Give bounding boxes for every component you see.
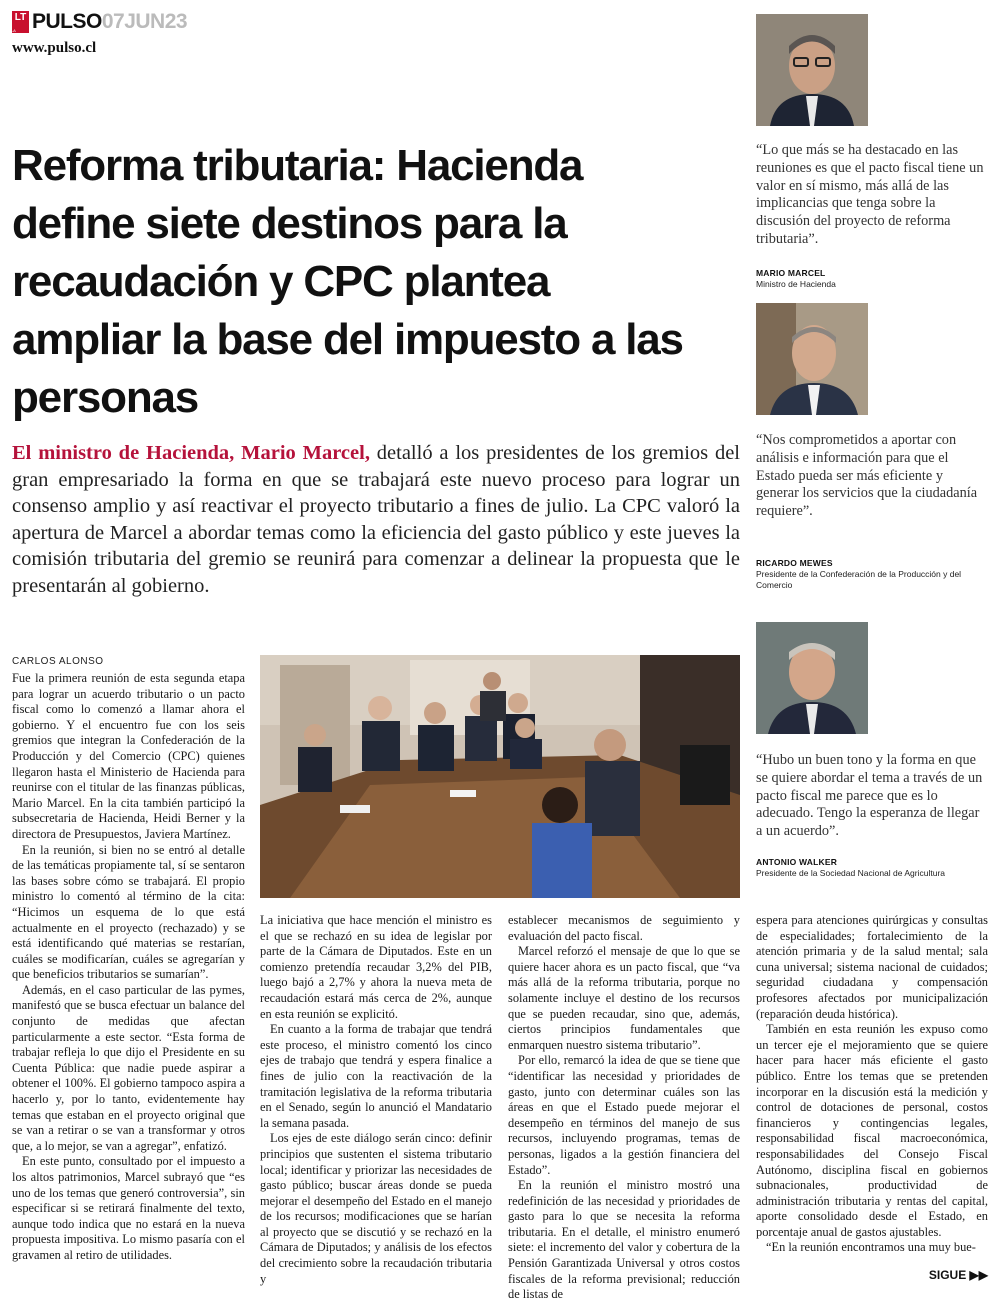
quote-role-walker: Presidente de la Sociedad Nacional de Agricultura bbox=[756, 868, 946, 878]
body-paragraph: Los ejes de este diálogo serán cinco: definir principios que sustenten el sistema tributario local; identificar y priorizar las necesidades de gasto público; buscar áreas donde se pueda mejorar el desempeño del Estado en el manejo de los recursos; modificaciones que se harían al proyecto que se discutió y se rechazó en la Cámara de Diputados; y análisis de los efectos del crecimiento sobre la recaudación tributaria y bbox=[260, 1131, 492, 1286]
body-paragraph: espera para atenciones quirúrgicas y consultas de especialidades; fortalecimiento de la atención primaria y de la salud mental; sala cuna universal; sistema nacional de cuidados; seguridad ciudadana y compensación profesores afectados por municipalización (reparación deuda histórica). bbox=[756, 913, 988, 1021]
body-column-1 bbox=[12, 671, 245, 1289]
meeting-photo bbox=[260, 655, 740, 898]
body-column-3 bbox=[508, 913, 740, 1302]
body-paragraph: Además, en el caso particular de las pymes, manifestó que se busca efectuar un balance del conjunto de medidas que afectan particularmente a este sector. “Esta forma de trabajar refleja lo que dijo el Presidente en su Cuenta Pública: que nadie puede aspirar a obtener el 100%. El gobierno tampoco aspira a hacerlo y, por lo tanto, evidentemente hay temas que estaban en el proyecto original que se van a retirar o se van a transformar y otros que, a lo mejor, se van a agregar”, enfatizó. bbox=[12, 982, 245, 1153]
body-paragraph: establecer mecanismos de seguimiento y evaluación del pacto fiscal. bbox=[508, 913, 740, 943]
body-paragraph: También en esta reunión les expuso como un tercer eje el mejoramiento que se quiere hacer para hacer más eficiente el gasto público. Entre los temas que se pretenden incorporar en la discusión está la medición y control de dotaciones de personal, costos financieros y contingencias legales, responsabilidad fiscal macroeconómica, responsabilidades del Consejo Fiscal Autónomo, disciplina fiscal en gobiernos subnacionales, productividad de administración tributaria y rentas del capital, aporte consolidado desde el Estado, en porcentaje anual de gastos ajustables. bbox=[756, 1022, 988, 1239]
section-name: PULSO bbox=[32, 10, 102, 33]
quote-author-walker: ANTONIO WALKER bbox=[756, 857, 838, 867]
body-paragraph: En este punto, consultado por el impuesto a los altos patrimonios, Marcel subrayó que “es uno de los temas que generó controversia”, sin especificar si se retirará finalmente del texto, aunque todo indica que no estará en la nueva propuesta impositiva. Lo mismo pasaría con el gravamen al retiro de utilidades. bbox=[12, 1154, 245, 1262]
quote-text-walker: “Hubo un buen tono y la forma en que se quiere abordar el tema a través de un pacto fiscal me parece que es lo adecuado. Tengo la esperanza de llegar a un acuerdo”. bbox=[756, 752, 983, 840]
body-column-4 bbox=[756, 913, 988, 1268]
byline: CARLOS ALONSO bbox=[12, 656, 104, 667]
portrait-illustration bbox=[756, 14, 868, 126]
body-paragraph: “En la reunión encontramos una muy bue- bbox=[766, 1240, 976, 1255]
body-paragraph: Fue la primera reunión de esta segunda etapa para lograr un acuerdo tributario o un pacto fiscal como lo comenzó a llamar ahora el gobierno. Y el encuentro fue con los seis gremios que integran la Confederación de la Producción y del Comercio (CPC) quienes llegaron hasta el Ministerio de Hacienda para reunirse con el titular de las finanzas públicas, Mario Marcel. En la cita también participó la subsecretaria de Hacienda, Heidi Berner y la directora de Presupuestos, Javiera Martínez. bbox=[12, 671, 245, 841]
body-column-2 bbox=[260, 913, 492, 1289]
edition-date: 07JUN23 bbox=[101, 10, 188, 33]
body-paragraph: Marcel reforzó el mensaje de que lo que se quiere hacer ahora es un pacto fiscal, que “va más allá de la reforma tributaria, porque no solamente incluye el destino de los recursos que se pueden recaudar, sino que, además, ciertos principios fundamentales que enmarquen nuestro sistema tributario”. bbox=[508, 944, 740, 1052]
quote-role-mewes: Presidente de la Confederación de la Producción y del Comercio bbox=[756, 569, 962, 590]
quote-role-marcel: Ministro de Hacienda bbox=[756, 279, 836, 289]
mario-marcel-portrait bbox=[756, 14, 868, 126]
portrait-illustration bbox=[756, 303, 868, 415]
website-url: www.pulso.cl bbox=[12, 40, 97, 56]
body-paragraph: En la reunión el ministro mostró una redefinición de las necesidad y prioridades de gasto para lo que se necesita la reforma tributaria. En el detalle, el ministro enumeró siete: el incremento del valor y cobertura de la Pensión Garantizada Universal y otros costos fiscales de la reforma previsional; reducción de listas de bbox=[508, 1178, 740, 1302]
lt-logo: LT LA TERCERA bbox=[10, 12, 31, 37]
quote-text-mewes: “Nos comprometidos a aportar con análisis e información para que el Estado pueda ser más eficiente y generar los servicios que la ciudadanía requiere”. bbox=[756, 432, 978, 520]
meeting-photo-illustration bbox=[260, 655, 740, 898]
ricardo-mewes-portrait bbox=[756, 303, 868, 415]
lede-text: detalló a los presidentes de los gremios del gran empresariado la forma en que se trabajará este nuevo proceso para lograr un consenso amplio y así reactivar el proyecto tributario a fines de julio. La CPC valoró la apertura de Marcel a abordar temas como la eficiencia del gasto público y este jueves la comisión tributaria del gremio se reunirá para comenzar a delinear la propuesta que le presentarán al gobierno. bbox=[12, 442, 741, 597]
body-paragraph: Por ello, remarcó la idea de que se tiene que “identificar las necesidad y prioridades de gasto, junto con determinar cuáles son las áreas en que el Estado puede mejorar el desempeño en términos del manejo de sus recursos, incluyendo programas, temas de personas, ligados a la gestión financiera del Estado”. bbox=[508, 1053, 740, 1177]
portrait-illustration bbox=[756, 622, 868, 734]
quote-author-marcel: MARIO MARCEL bbox=[756, 268, 826, 278]
article-headline: Reforma tributaria: Hacienda define siete destinos para la recaudación y CPC plantea ampliar la base del impuesto a las personas bbox=[12, 141, 683, 422]
body-paragraph: La iniciativa que hace mención el ministro es el que se rechazó en su idea de legislar por parte de la Cámara de Diputados. Este en un comienzo pretendía recaudar 3,2% del PIB, luego bajó a 2,7% y ahora la nueva meta de recaudación estará más cerca de 2%, aunque en esta reunión se explicitó. bbox=[260, 913, 492, 1021]
body-paragraph: En cuanto a la forma de trabajar que tendrá este proceso, el ministro comentó los cinco ejes de trabajo que tendrá y espera finalice a fines de julio con la reactivación de la tramitación legislativa de la reforma tributaria en el Senado, según lo anunció el Mandatario la semana pasada. bbox=[260, 1022, 492, 1130]
article-lede bbox=[12, 440, 740, 599]
lede-lead-in: El ministro de Hacienda, Mario Marcel, bbox=[12, 442, 370, 464]
quote-text-marcel: “Lo que más se ha destacado en las reuniones es que el pacto fiscal tiene un valor en sí mismo, más allá de las implicancias que tenga sobre la discusión del proyecto de reforma tributaria”. bbox=[756, 142, 984, 247]
antonio-walker-portrait bbox=[756, 622, 868, 734]
quote-author-mewes: RICARDO MEWES bbox=[756, 558, 833, 568]
continue-label: SIGUE ▶▶ bbox=[928, 1268, 988, 1282]
body-paragraph: En la reunión, si bien no se entró al detalle de las temáticas propiamente tal, sí se sentaron las bases sobre cómo se trabajará. El propio ministro lo comentó al término de la cita: “Hicimos un esquema de lo que está actualmente en el proyecto (rechazado) y se está identificando qué materias se restarían, cuáles se modificarían, cuáles se agregarían y que beneficios tributarios se sumarían”. bbox=[12, 842, 245, 982]
masthead bbox=[10, 10, 188, 37]
